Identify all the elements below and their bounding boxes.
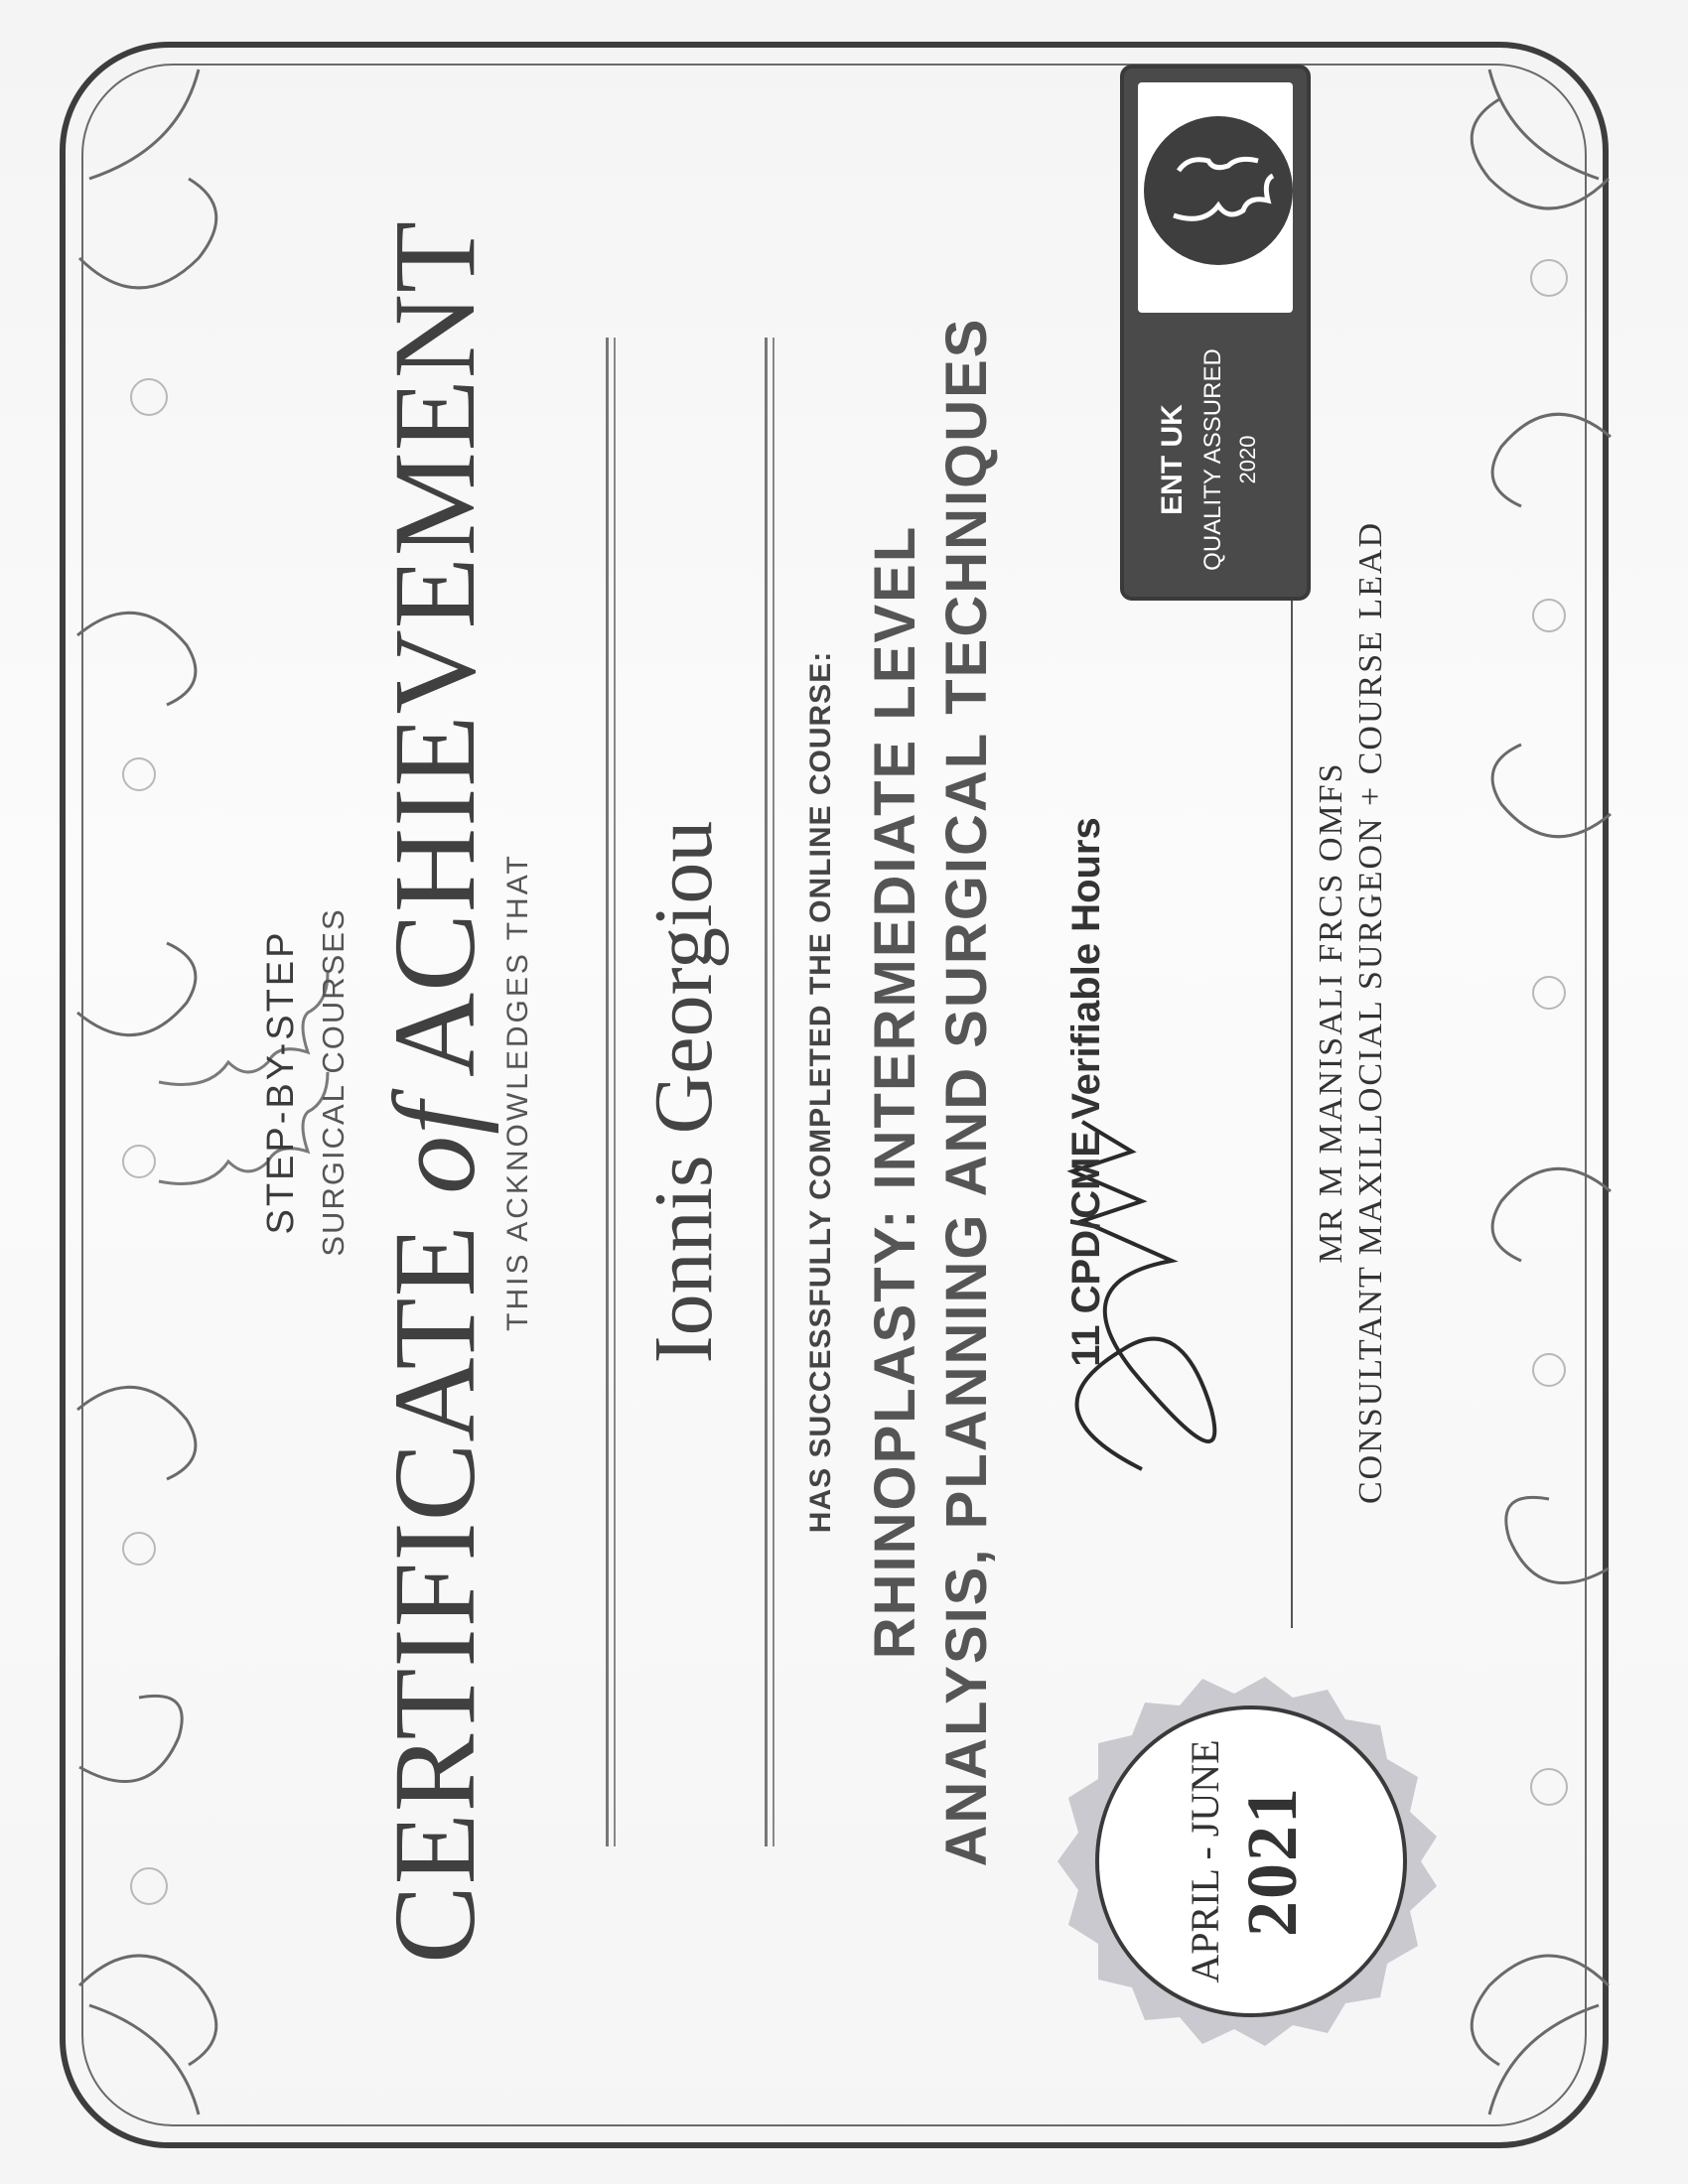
name-top-rule bbox=[606, 338, 609, 1846]
ent-uk-badge bbox=[1120, 65, 1311, 601]
badge-year: 2020 bbox=[1235, 435, 1260, 484]
cpd-hours: 11 CPD/CME Verifiable Hours bbox=[1064, 817, 1108, 1367]
seal-year: 2021 bbox=[1232, 1786, 1312, 1937]
title-part-1: CERTIFICATE bbox=[369, 1193, 499, 1965]
signatory-name: MR M MANISALI FRCS OMFS bbox=[1313, 761, 1349, 1264]
acknowledges-text: THIS ACKNOWLEDGES THAT bbox=[501, 853, 534, 1331]
completed-text: HAS SUCCESSFULLY COMPLETED THE ONLINE COURSE: bbox=[804, 650, 837, 1534]
name-top-rule-thin bbox=[614, 338, 616, 1846]
title-part-of: of bbox=[369, 1101, 499, 1194]
course-title-line-2: ANALYSIS, PLANNING AND SURGICAL TECHNIQUES bbox=[934, 317, 999, 1867]
face-profile-icon-svg bbox=[1144, 116, 1293, 265]
signatory-role: CONSULTANT MAXILLOCIAL SURGEON + COURSE LEAD bbox=[1352, 520, 1389, 1505]
certificate-title bbox=[367, 0, 502, 2184]
name-bottom-rule-thin bbox=[773, 338, 774, 1846]
name-bottom-rule bbox=[765, 338, 768, 1846]
recipient-name: Ionnis Georgiou bbox=[637, 820, 730, 1364]
brand-line-1: STEP-BY-STEP bbox=[260, 929, 302, 1235]
badge-org: ENT UK bbox=[1156, 404, 1189, 515]
brand-line-2: SURGICAL COURSES bbox=[316, 907, 351, 1257]
course-title-line-1: RHINOPLASTY: INTERMEDIATE LEVEL bbox=[863, 524, 927, 1660]
face-profile-icon bbox=[1144, 116, 1293, 265]
title-part-3: ACHIEVEMENT bbox=[369, 219, 499, 1102]
seal-period: APRIL - JUNE bbox=[1183, 1739, 1227, 1983]
badge-label: QUALITY ASSURED bbox=[1199, 348, 1226, 571]
